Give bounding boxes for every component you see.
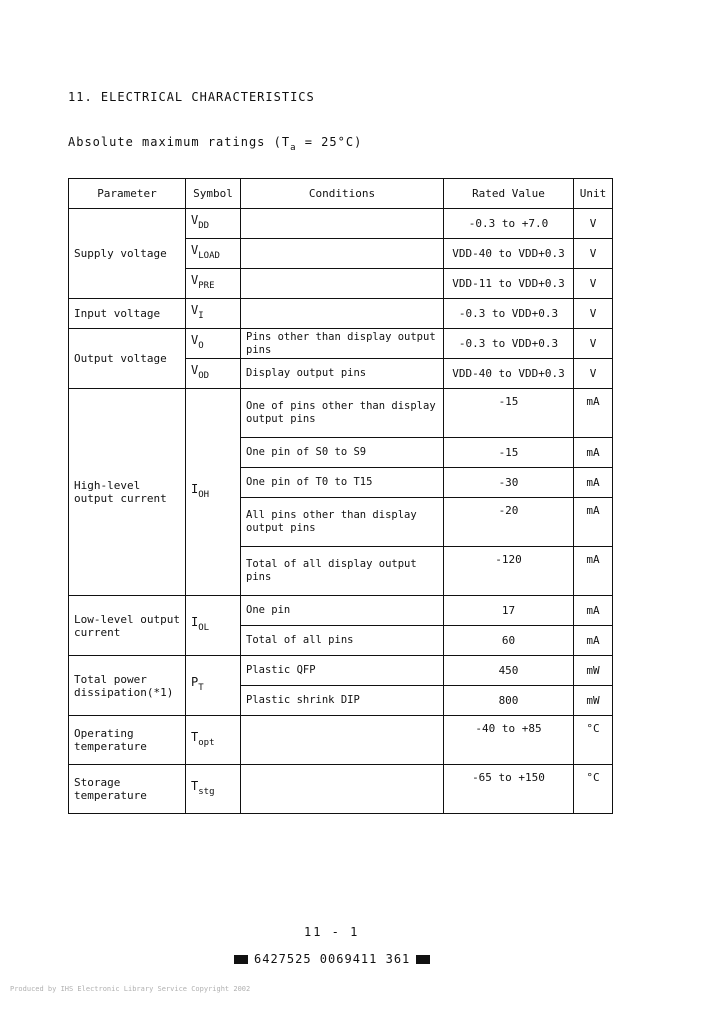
table-row bbox=[69, 716, 613, 765]
condition-cell: Total of all display output pins bbox=[241, 547, 444, 596]
unit-cell: V bbox=[574, 329, 613, 359]
symbol-vi: $V_I$ bbox=[186, 299, 241, 329]
symbol-iol: $I_{OL}$ bbox=[186, 596, 241, 656]
table-row bbox=[69, 389, 613, 438]
table-header-row bbox=[69, 179, 613, 209]
symbol-vload: $V_{LOAD}$ bbox=[186, 239, 241, 269]
condition-cell bbox=[241, 239, 444, 269]
condition-cell bbox=[241, 765, 444, 814]
table-row bbox=[69, 299, 613, 329]
barcode-block-right bbox=[416, 955, 430, 964]
param-total-power-dissipation: Total power dissipation(*1) bbox=[69, 656, 186, 716]
barcode-text: 6427525 0069411 361 bbox=[254, 952, 411, 966]
unit-cell: mA bbox=[574, 468, 613, 498]
condition-cell: Display output pins bbox=[241, 359, 444, 389]
param-input-voltage: Input voltage bbox=[69, 299, 186, 329]
header-symbol: Symbol bbox=[186, 179, 241, 209]
symbol-vo: $V_O$ bbox=[186, 329, 241, 359]
condition-cell: One pin of S0 to S9 bbox=[241, 438, 444, 468]
unit-cell: mA bbox=[574, 626, 613, 656]
param-supply-voltage: Supply voltage bbox=[69, 209, 186, 299]
unit-cell: mA bbox=[574, 438, 613, 468]
rated-value-cell: -40 to +85 bbox=[444, 716, 574, 765]
table-row bbox=[69, 656, 613, 686]
rated-value-cell: -30 bbox=[444, 468, 574, 498]
param-operating-temperature: Operating temperature bbox=[69, 716, 186, 765]
condition-cell: All pins other than display output pins bbox=[241, 498, 444, 547]
header-parameter: Parameter bbox=[69, 179, 186, 209]
table-row bbox=[69, 209, 613, 239]
condition-cell bbox=[241, 209, 444, 239]
condition-cell bbox=[241, 269, 444, 299]
rated-value-cell: 60 bbox=[444, 626, 574, 656]
symbol-vpre: $V_{PRE}$ bbox=[186, 269, 241, 299]
rated-value-cell: 450 bbox=[444, 656, 574, 686]
symbol-pt: $P_T$ bbox=[186, 656, 241, 716]
unit-cell: V bbox=[574, 269, 613, 299]
rated-value-cell: VDD-40 to VDD+0.3 bbox=[444, 239, 574, 269]
param-storage-temperature: Storage temperature bbox=[69, 765, 186, 814]
condition-cell: Plastic QFP bbox=[241, 656, 444, 686]
unit-cell: V bbox=[574, 209, 613, 239]
table-row bbox=[69, 329, 613, 359]
table-row bbox=[69, 765, 613, 814]
header-rated-value: Rated Value bbox=[444, 179, 574, 209]
footnote-ref: (*1) bbox=[146, 685, 174, 699]
table-caption: Absolute maximum ratings $(T_a = 25^\circ C)$ bbox=[68, 135, 363, 153]
table-row bbox=[69, 596, 613, 626]
param-low-level-output-current: Low-level output current bbox=[69, 596, 186, 656]
unit-cell: V bbox=[574, 239, 613, 269]
unit-cell: mA bbox=[574, 498, 613, 547]
header-conditions: Conditions bbox=[241, 179, 444, 209]
condition-cell: One pin bbox=[241, 596, 444, 626]
param-output-voltage: Output voltage bbox=[69, 329, 186, 389]
rated-value-cell: 800 bbox=[444, 686, 574, 716]
unit-cell: V bbox=[574, 359, 613, 389]
unit-cell: mA bbox=[574, 389, 613, 438]
unit-cell: °C bbox=[574, 765, 613, 814]
rated-value-cell: -120 bbox=[444, 547, 574, 596]
unit-cell: mW bbox=[574, 686, 613, 716]
condition-cell: Plastic shrink DIP bbox=[241, 686, 444, 716]
condition-cell: Pins other than display output pins bbox=[241, 329, 444, 359]
symbol-vod: $V_{OD}$ bbox=[186, 359, 241, 389]
condition-cell bbox=[241, 716, 444, 765]
symbol-topt: $T_{opt}$ bbox=[186, 716, 241, 765]
rated-value-cell: VDD-40 to VDD+0.3 bbox=[444, 359, 574, 389]
barcode-line bbox=[228, 952, 436, 966]
unit-cell: mW bbox=[574, 656, 613, 686]
page-number: 11 - 1 bbox=[304, 925, 360, 939]
rated-value-cell: 17 bbox=[444, 596, 574, 626]
condition-cell: One of pins other than display output pins bbox=[241, 389, 444, 438]
barcode-block-left bbox=[234, 955, 248, 964]
condition-cell: Total of all pins bbox=[241, 626, 444, 656]
condition-cell bbox=[241, 299, 444, 329]
rated-value-cell: -20 bbox=[444, 498, 574, 547]
unit-cell: V bbox=[574, 299, 613, 329]
symbol-tstg: $T_{stg}$ bbox=[186, 765, 241, 814]
unit-cell: mA bbox=[574, 547, 613, 596]
header-unit: Unit bbox=[574, 179, 613, 209]
symbol-ioh: $I_{OH}$ bbox=[186, 389, 241, 596]
rated-value-cell: -15 bbox=[444, 389, 574, 438]
rated-value-cell: -65 to +150 bbox=[444, 765, 574, 814]
rated-value-cell: -0.3 to VDD+0.3 bbox=[444, 329, 574, 359]
rated-value-cell: -15 bbox=[444, 438, 574, 468]
rated-value-cell: -0.3 to VDD+0.3 bbox=[444, 299, 574, 329]
section-heading: 11. ELECTRICAL CHARACTERISTICS bbox=[68, 90, 315, 104]
unit-cell: mA bbox=[574, 596, 613, 626]
rated-value-cell: -0.3 to +7.0 bbox=[444, 209, 574, 239]
absolute-max-ratings-table bbox=[68, 178, 613, 814]
param-high-level-output-current: High-level output current bbox=[69, 389, 186, 596]
condition-cell: One pin of T0 to T15 bbox=[241, 468, 444, 498]
rated-value-cell: VDD-11 to VDD+0.3 bbox=[444, 269, 574, 299]
symbol-vdd: $V_{DD}$ bbox=[186, 209, 241, 239]
unit-cell: °C bbox=[574, 716, 613, 765]
footer-note: Produced by IHS Electronic Library Service Copyright 2002 bbox=[10, 985, 251, 993]
